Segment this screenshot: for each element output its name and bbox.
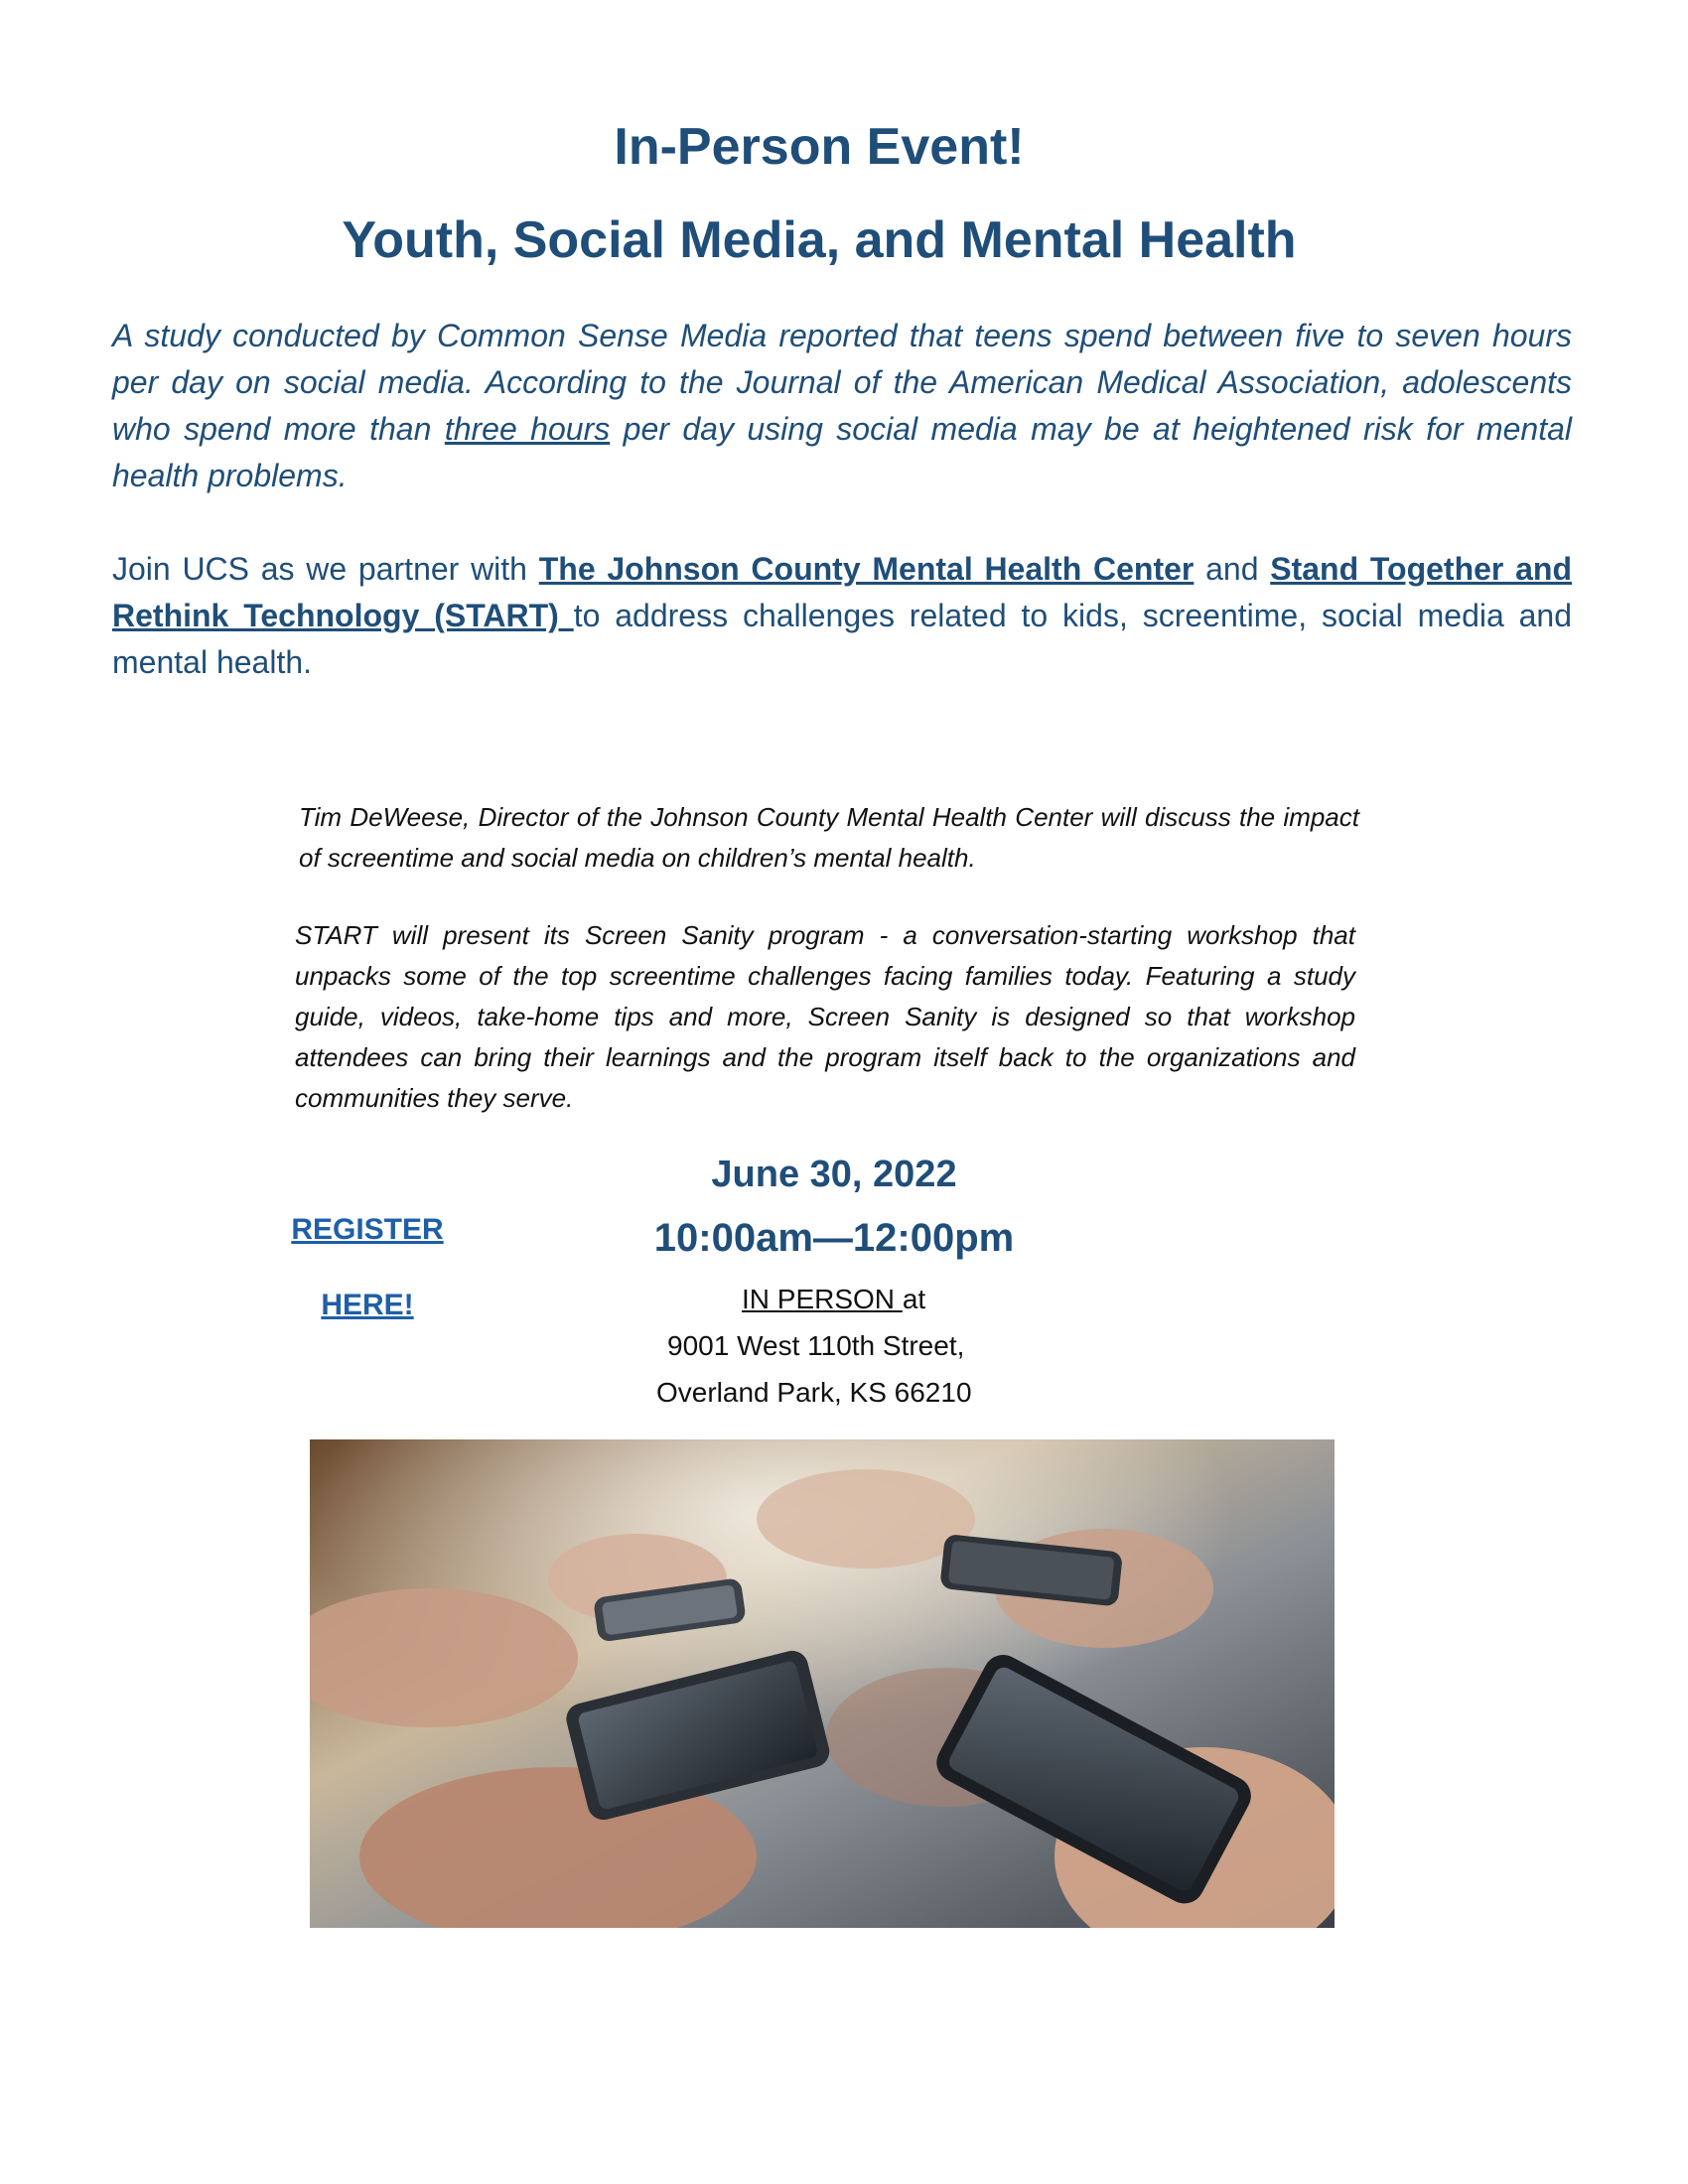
event-date: June 30, 2022 — [711, 1154, 957, 1195]
in-person-at: at — [902, 1284, 926, 1314]
address-city: Overland Park, KS 66210 — [656, 1377, 972, 1408]
speaker-paragraph: Tim DeWeese, Director of the Johnson County Mental Health Center will discuss the impact of screentime and social media on children’s mental health. — [299, 802, 1359, 873]
intro-text-1: A study conducted by Common Sense Media reported that teens spend between five to seven hours per day on social media. According to the Journal of the American Medical Association, adolescents who spend more than — [112, 318, 1572, 447]
event-subtitle: Youth, Social Media, and Mental Health — [342, 211, 1297, 269]
program-paragraph: START will present its Screen Sanity program - a conversation-starting workshop that unpacks some of the top screentime challenges facing families today. Featuring a study guide, videos, take-home tips and more, Screen Sanity is designed so that workshop attendees can bring their learnings and the program itself back to the organizations and communities they serve. — [295, 920, 1355, 1113]
partner-mid: and — [1194, 551, 1271, 587]
jcmhc-link[interactable]: The Johnson County Mental Health Center — [538, 551, 1195, 587]
address-street: 9001 West 110th Street, — [667, 1330, 965, 1361]
register-link-line1[interactable]: REGISTER — [291, 1213, 444, 1246]
partner-tail: to address challenges related to kids, screentime, social media and mental health. — [112, 598, 1573, 680]
three-hours-emphasis: three hours — [444, 411, 611, 447]
intro-paragraph — [112, 313, 1572, 499]
register-link-line2[interactable]: HERE! — [321, 1289, 414, 1321]
partner-paragraph — [112, 546, 1572, 686]
event-title: In-Person Event! — [614, 118, 1025, 176]
start-link[interactable]: Stand Together and Rethink Technology (START) — [112, 551, 1573, 633]
in-person-emphasis: IN PERSON — [742, 1284, 903, 1314]
event-time: 10:00am—12:00pm — [653, 1216, 1015, 1260]
in-person-label — [742, 1280, 925, 1319]
partner-lead: Join UCS as we partner with — [112, 551, 539, 587]
hands-with-phones-photo — [310, 1439, 1335, 1928]
intro-text-2: per day using social media may be at heightened risk for mental health problems. — [112, 411, 1573, 493]
